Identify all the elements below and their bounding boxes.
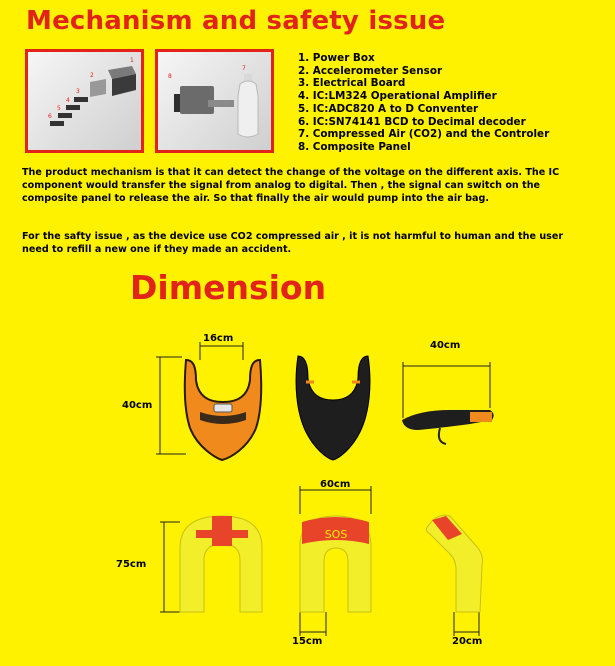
marker-2: 2 <box>90 72 94 79</box>
list-item: 6. IC:SN74141 BCD to Decimal decoder <box>298 115 526 128</box>
collar-back-body <box>296 356 370 460</box>
list-item: 4. IC:LM324 Operational Amplifier <box>298 90 497 103</box>
list-item: 3. Electrical Board <box>298 77 406 90</box>
sos-label: SOS <box>324 528 348 541</box>
collar-width-label: 16cm <box>203 333 234 344</box>
collar-side-accent <box>470 412 492 422</box>
tube-width-label: 15cm <box>292 636 323 647</box>
bag-width-label: 60cm <box>320 479 351 490</box>
bag-height-label: 75cm <box>116 559 147 570</box>
airbag-front-crossband <box>196 530 248 538</box>
mechanism-paragraph: The product mechanism is that it can detect the change of the voltage on the different axis. The IC component would transfer the signal from analog to digital. Then , the signal can switch on the composite panel to release the air. So that finally the air would pump into the air bag. <box>22 167 560 204</box>
marker-7: 7 <box>242 65 246 72</box>
collar-side-strap <box>439 428 446 444</box>
marker-8: 8 <box>168 73 172 80</box>
marker-4: 4 <box>66 97 70 104</box>
airbag-back-figure <box>300 486 371 636</box>
side-tube-width-label: 20cm <box>452 636 483 647</box>
collar-back-figure <box>296 356 370 460</box>
side-length-label: 40cm <box>430 340 461 351</box>
collar-front-figure <box>156 342 261 460</box>
list-item: 7. Compressed Air (CO2) and the Controler <box>298 128 550 141</box>
page-title: Mechanism and safety issue <box>26 6 446 36</box>
list-item: 1. Power Box <box>298 52 375 64</box>
collar-height-label: 40cm <box>122 400 153 411</box>
collar-buckle <box>214 404 232 412</box>
marker-6: 6 <box>48 113 52 120</box>
list-item: 8. Composite Panel <box>298 140 411 153</box>
safety-paragraph: For the safty issue , as the device use CO2 compressed air , it is not harmful to human and the user need to refill a new one if they made an accident. <box>22 231 564 255</box>
list-item: 2. Accelerometer Sensor <box>298 64 443 77</box>
marker-3: 3 <box>76 88 80 95</box>
list-item: 5. IC:ADC820 A to D Conventer <box>298 102 479 115</box>
collar-side-figure <box>402 362 494 444</box>
airbag-front-figure <box>160 516 262 612</box>
marker-5: 5 <box>57 105 61 112</box>
marker-1: 1 <box>130 57 134 64</box>
airbag-side-figure <box>426 515 482 636</box>
dimension-title: Dimension <box>130 268 327 307</box>
